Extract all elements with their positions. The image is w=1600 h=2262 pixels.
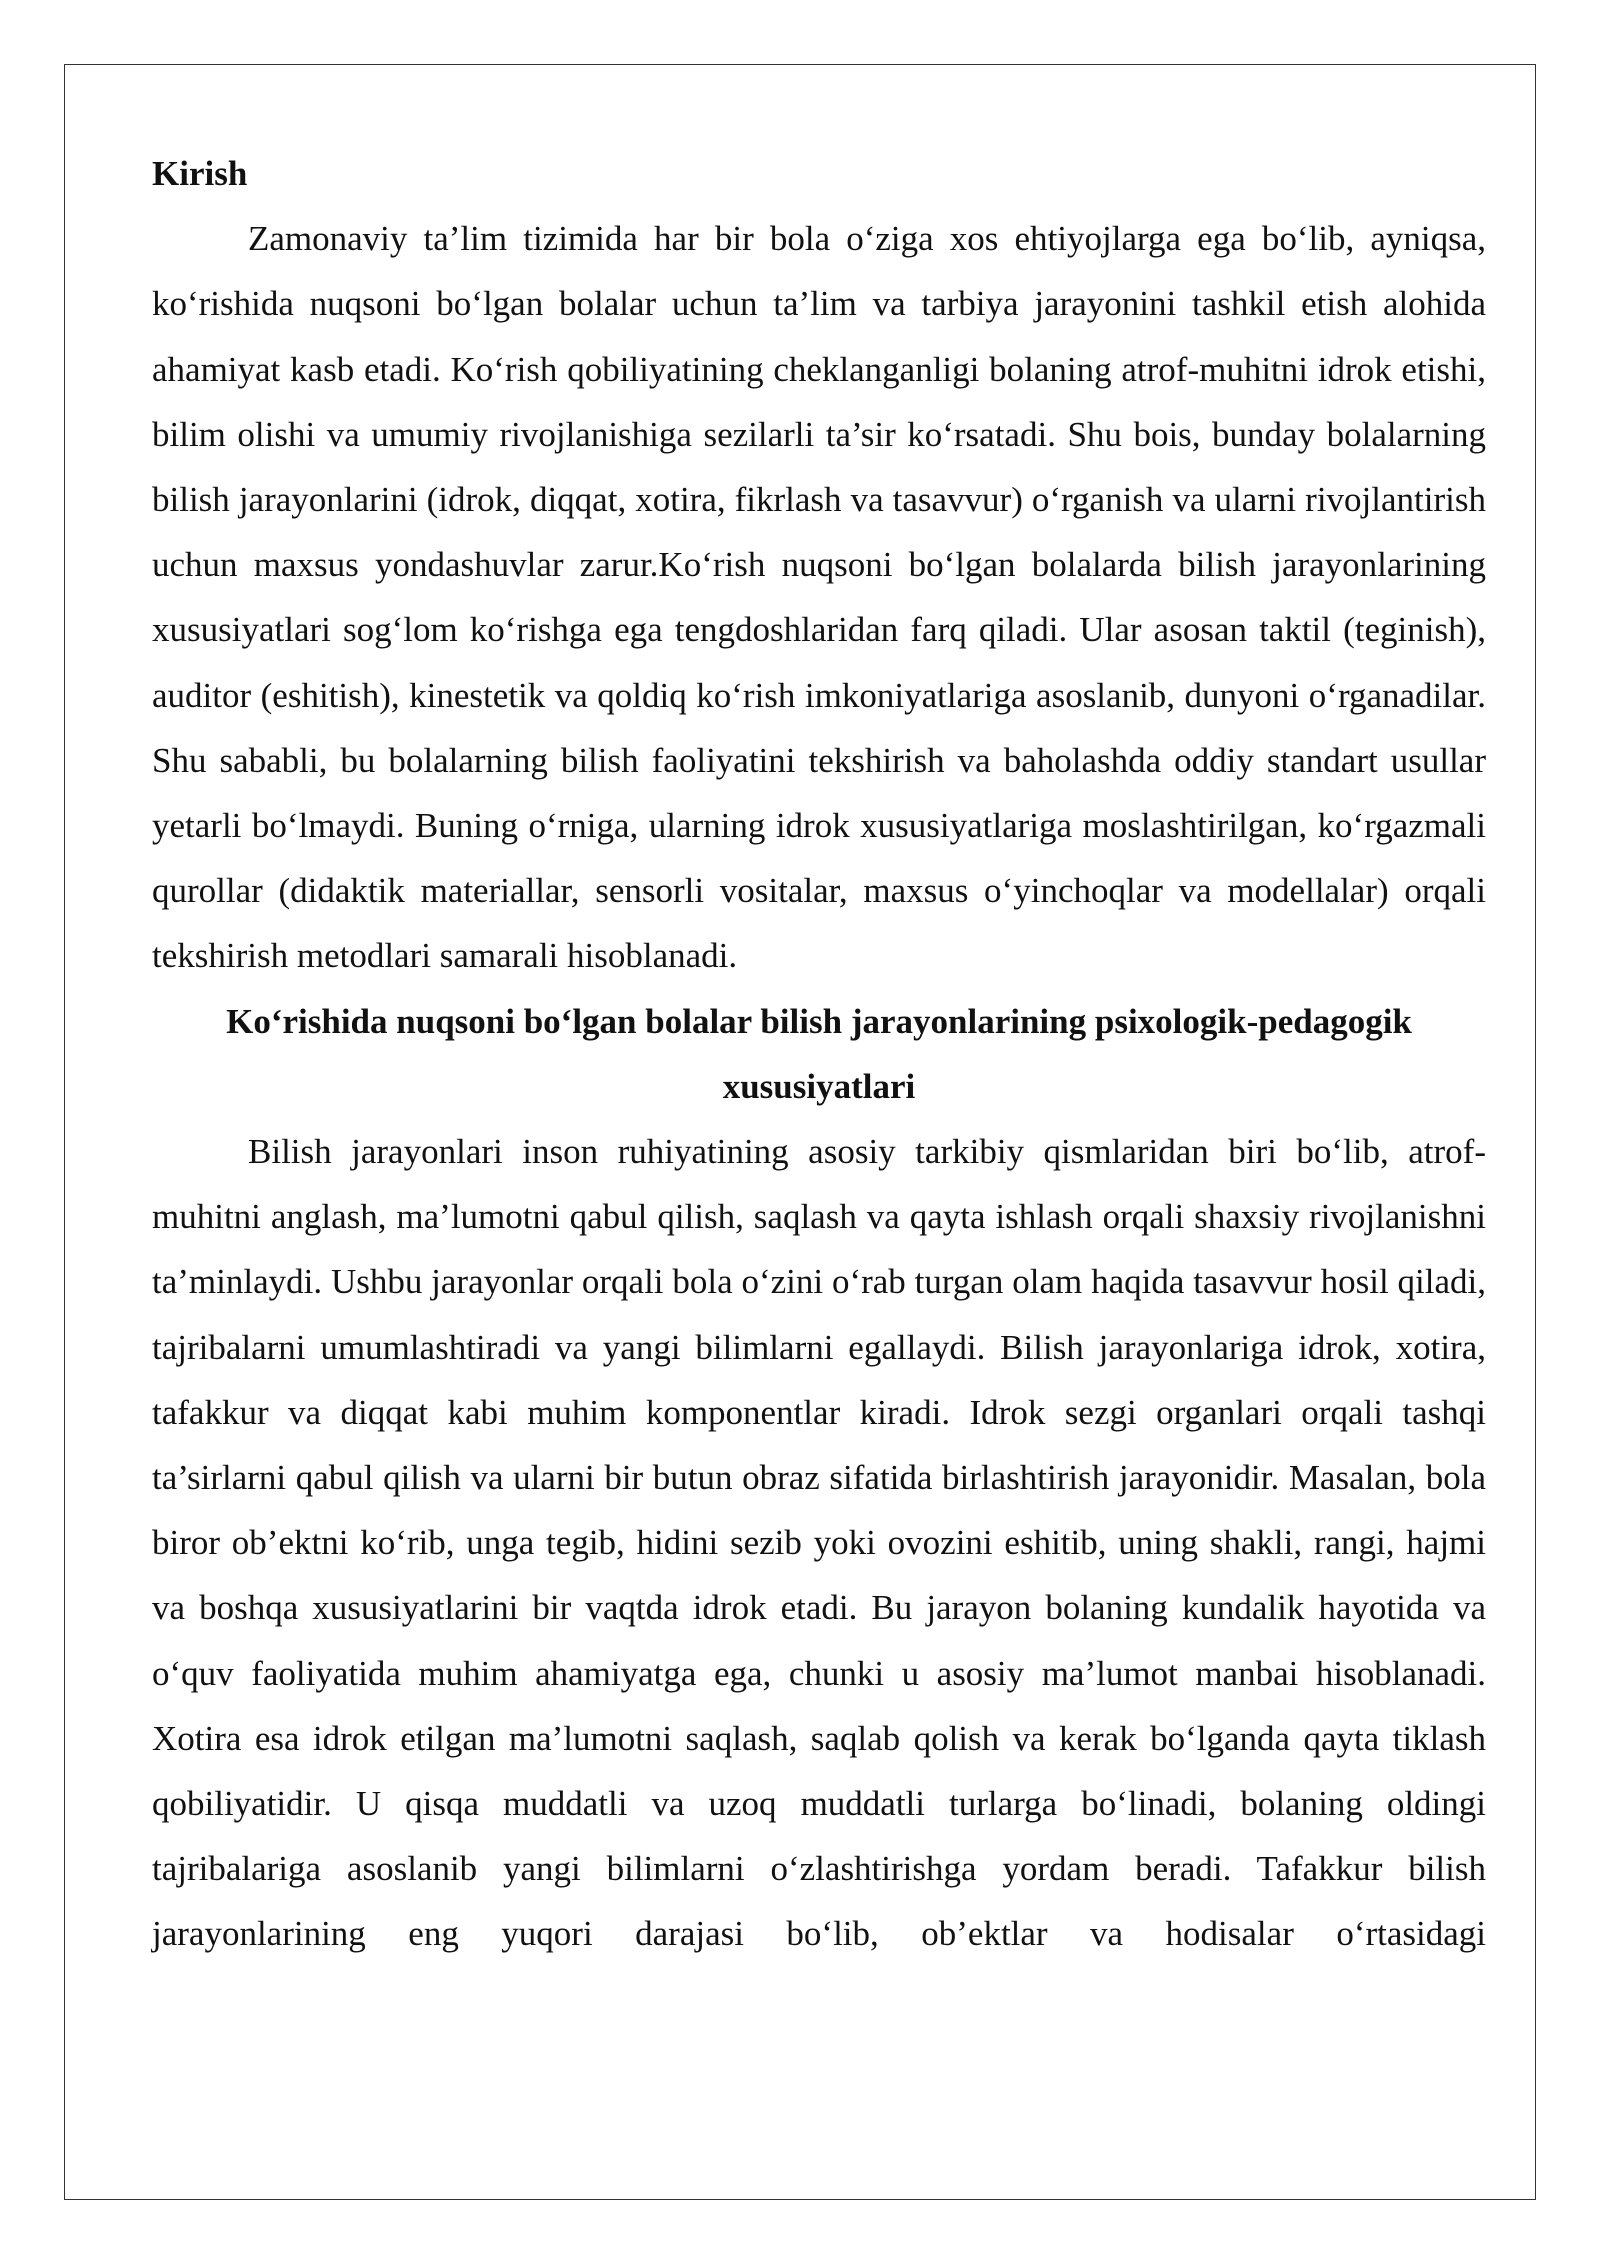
section-title: Ko‘rishida nuqsoni bo‘lgan bolalar bilish jarayonlarining psixologik-pedagogik xususiyatlari xyxy=(226,1001,1412,1106)
section-paragraph: Bilish jarayonlari inson ruhiyatining asosiy tarkibiy qismlaridan biri bo‘lib, atrof-muhitni anglash, ma’lumotni qabul qilish, saqlash va qayta ishlash orqali shaxsiy rivojlanishni ta’minlaydi. Ushbu jarayonlar orqali bola o‘zini o‘rab turgan olam haqida tasavvur hosil qiladi, tajribalarni umumlashtiradi va yangi bilimlarni egallaydi. Bilish jarayonlariga idrok, xotira, tafakkur va diqqat kabi muhim komponentlar kiradi. Idrok sezgi organlari orqali tashqi ta’sirlarni qabul qilish va ularni bir butun obraz sifatida birlashtirish jarayonidir. Masalan, bola biror ob’ektni ko‘rib, unga tegib, hidini sezib yoki ovozini eshitib, uning shakli, rangi, hajmi va boshqa xususiyatlarini bir vaqtda idrok etadi. Bu jarayon bolaning kundalik hayotida va o‘quv faoliyatida muhim ahamiyatga ega, chunki u asosiy ma’lumot manbai hisoblanadi. Xotira esa idrok etilgan ma’lumotni saqlash, saqlab qolish va kerak bo‘lganda qayta tiklash qobiliyatidir. U qisqa muddatli va uzoq muddatli turlarga bo‘linadi, bolaning oldingi tajribalariga asoslanib yangi bilimlarni o‘zlashtirishga yordam beradi. Tafakkur bilish jarayonlarining eng yuqori darajasi bo‘lib, ob’ektlar va hodisalar o‘rtasidagi xyxy=(152,1132,1486,1954)
document-body xyxy=(152,141,1486,1967)
intro-paragraph: Zamonaviy ta’lim tizimida har bir bola o‘ziga xos ehtiyojlarga ega bo‘lib, ayniqsa, ko‘rishida nuqsoni bo‘lgan bolalar uchun ta’lim va tarbiya jarayonini tashkil etish alohida ahamiyat kasb etadi. Ko‘rish qobiliyatining cheklanganligi bolaning atrof-muhitni idrok etishi, bilim olishi va umumiy rivojlanishiga sezilarli ta’sir ko‘rsatadi. Shu bois, bunday bolalarning bilish jarayonlarini (idrok, diqqat, xotira, fikrlash va tasavvur) o‘rganish va ularni rivojlantirish uchun maxsus yondashuvlar zarur.Ko‘rish nuqsoni bo‘lgan bolalarda bilish jarayonlarining xususiyatlari sog‘lom ko‘rishga ega tengdoshlaridan farq qiladi. Ular asosan taktil (teginish), auditor (eshitish), kinestetik va qoldiq ko‘rish imkoniyatlariga asoslanib, dunyoni o‘rganadilar. Shu sababli, bu bolalarning bilish faoliyatini tekshirish va baholashda oddiy standart usullar yetarli bo‘lmaydi. Buning o‘rniga, ularning idrok xususiyatlariga moslashtirilgan, ko‘rgazmali qurollar (didaktik materiallar, sensorli vositalar, maxsus o‘yinchoqlar va modellalar) orqali tekshirish metodlari samarali hisoblanadi. xyxy=(152,219,1486,976)
intro-heading: Kirish xyxy=(152,154,248,193)
